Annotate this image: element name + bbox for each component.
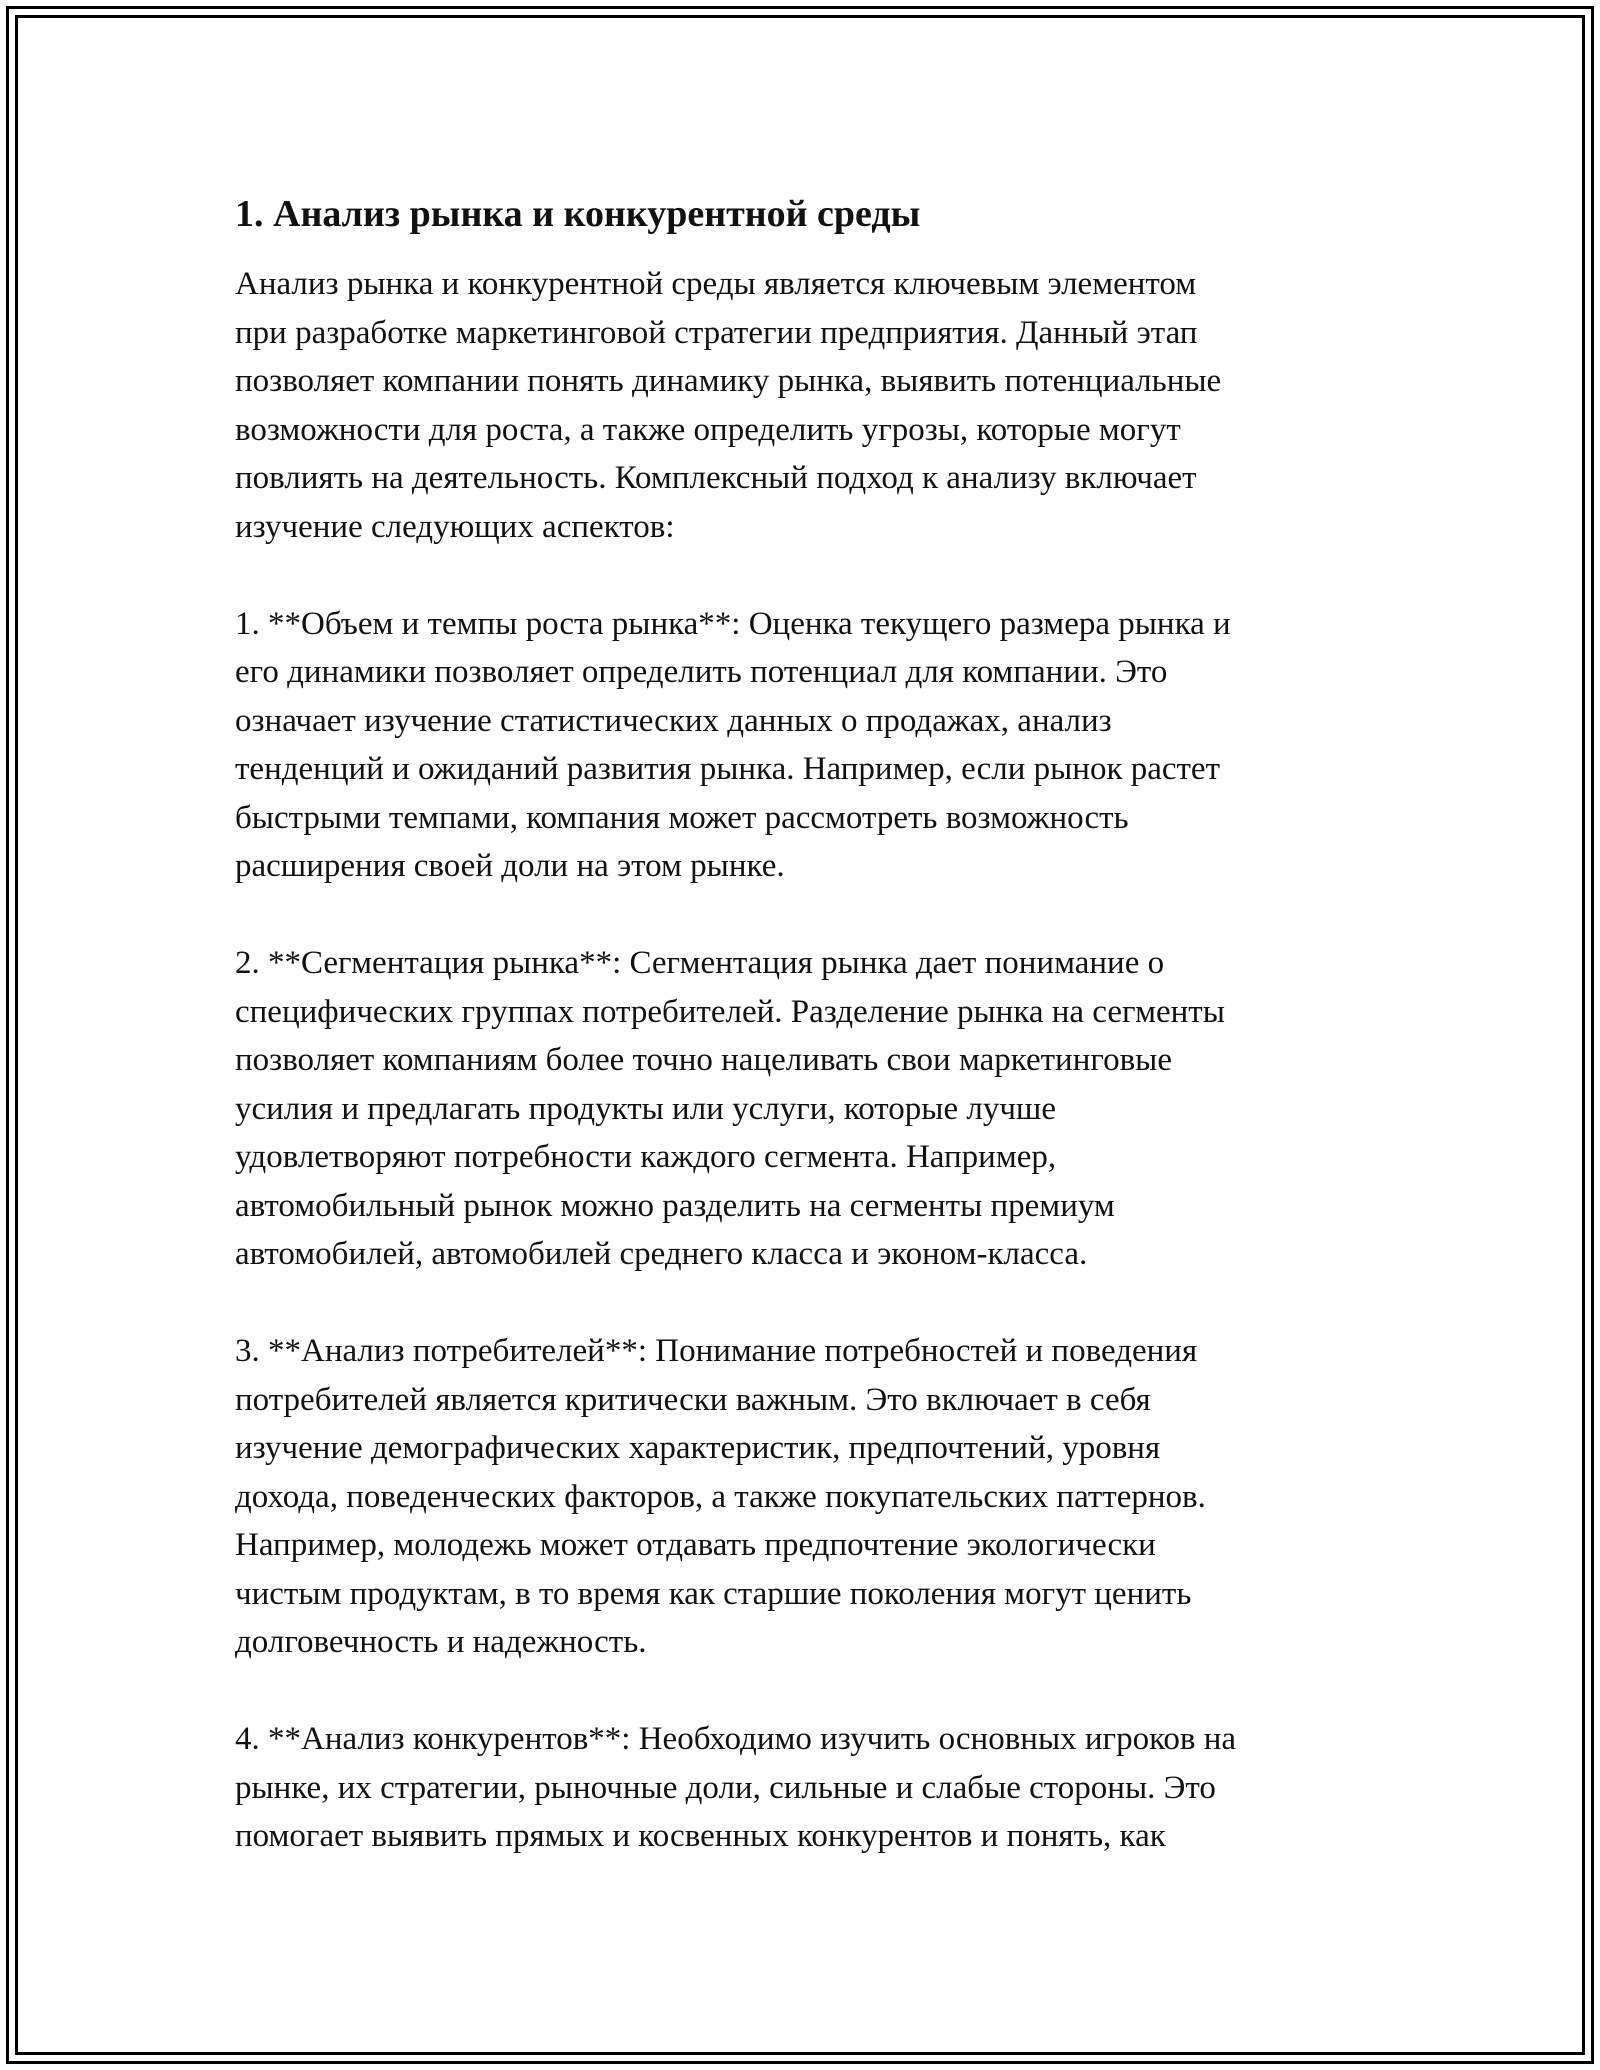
document-body	[235, 186, 1385, 1909]
text-line: потребителей является критически важным. Это включает в себя	[235, 1381, 1151, 1418]
text-line: при разработке маркетинговой стратегии предприятия. Данный этап	[235, 314, 1198, 351]
text-line: Анализ рынка и конкурентной среды является ключевым элементом	[235, 266, 1197, 302]
list-item-competitors	[235, 1715, 1385, 1861]
text-line: изучение демографических характеристик, предпочтений, уровня	[235, 1430, 1161, 1466]
text-line: автомобильный рынок можно разделить на сегменты премиум	[235, 1187, 1115, 1224]
text-line: дохода, поведенческих факторов, а также покупательских паттернов.	[235, 1478, 1206, 1515]
text-line: возможности для роста, а также определить угрозы, которые могут	[235, 411, 1181, 448]
text-line: усилия и предлагать продукты или услуги, которые лучше	[235, 1090, 1056, 1127]
text-line: быстрыми темпами, компания может рассмотреть возможность	[235, 799, 1129, 836]
text-line: 2. **Сегментация рынка**: Сегментация рынка дает понимание о	[235, 945, 1165, 981]
intro-paragraph	[235, 260, 1385, 551]
text-line: позволяет компаниям более точно нацеливать свои маркетинговые	[235, 1042, 1172, 1078]
text-line: тенденций и ожиданий развития рынка. Например, если рынок растет	[235, 751, 1221, 787]
text-line: 3. **Анализ потребителей**: Понимание потребностей и поведения	[235, 1333, 1198, 1369]
list-item-segmentation	[235, 939, 1385, 1279]
text-line: чистым продуктам, в то время как старшие поколения могут ценить	[235, 1575, 1192, 1612]
text-line: 4. **Анализ конкурентов**: Необходимо изучить основных игроков на	[235, 1721, 1237, 1757]
text-line: долговечность и надежность.	[235, 1624, 647, 1660]
text-line: 1. **Объем и темпы роста рынка**: Оценка текущего размера рынка и	[235, 605, 1231, 642]
text-line: Например, молодежь может отдавать предпочтение экологически	[235, 1527, 1156, 1563]
text-line: удовлетворяют потребности каждого сегмента. Например,	[235, 1139, 1057, 1175]
text-line: расширения своей доли на этом рынке.	[235, 848, 785, 884]
text-line: рынке, их стратегии, рыночные доли, сильные и слабые стороны. Это	[235, 1769, 1216, 1806]
text-line: специфических группах потребителей. Разделение рынка на сегменты	[235, 993, 1225, 1030]
section-heading: 1. Анализ рынка и конкурентной среды	[235, 193, 921, 235]
text-line: его динамики позволяет определить потенциал для компании. Это	[235, 654, 1168, 690]
text-line: повлиять на деятельность. Комплексный подход к анализу включает	[235, 460, 1197, 496]
text-line: помогает выявить прямых и косвенных конкурентов и понять, как	[235, 1818, 1166, 1854]
text-line: автомобилей, автомобилей среднего класса и эконом-класса.	[235, 1236, 1088, 1272]
text-line: изучение следующих аспектов:	[235, 508, 675, 545]
text-line: позволяет компании понять динамику рынка, выявить потенциальные	[235, 363, 1222, 399]
list-item-market-size	[235, 600, 1385, 891]
list-item-consumers	[235, 1327, 1385, 1667]
text-line: означает изучение статистических данных о продажах, анализ	[235, 702, 1112, 739]
